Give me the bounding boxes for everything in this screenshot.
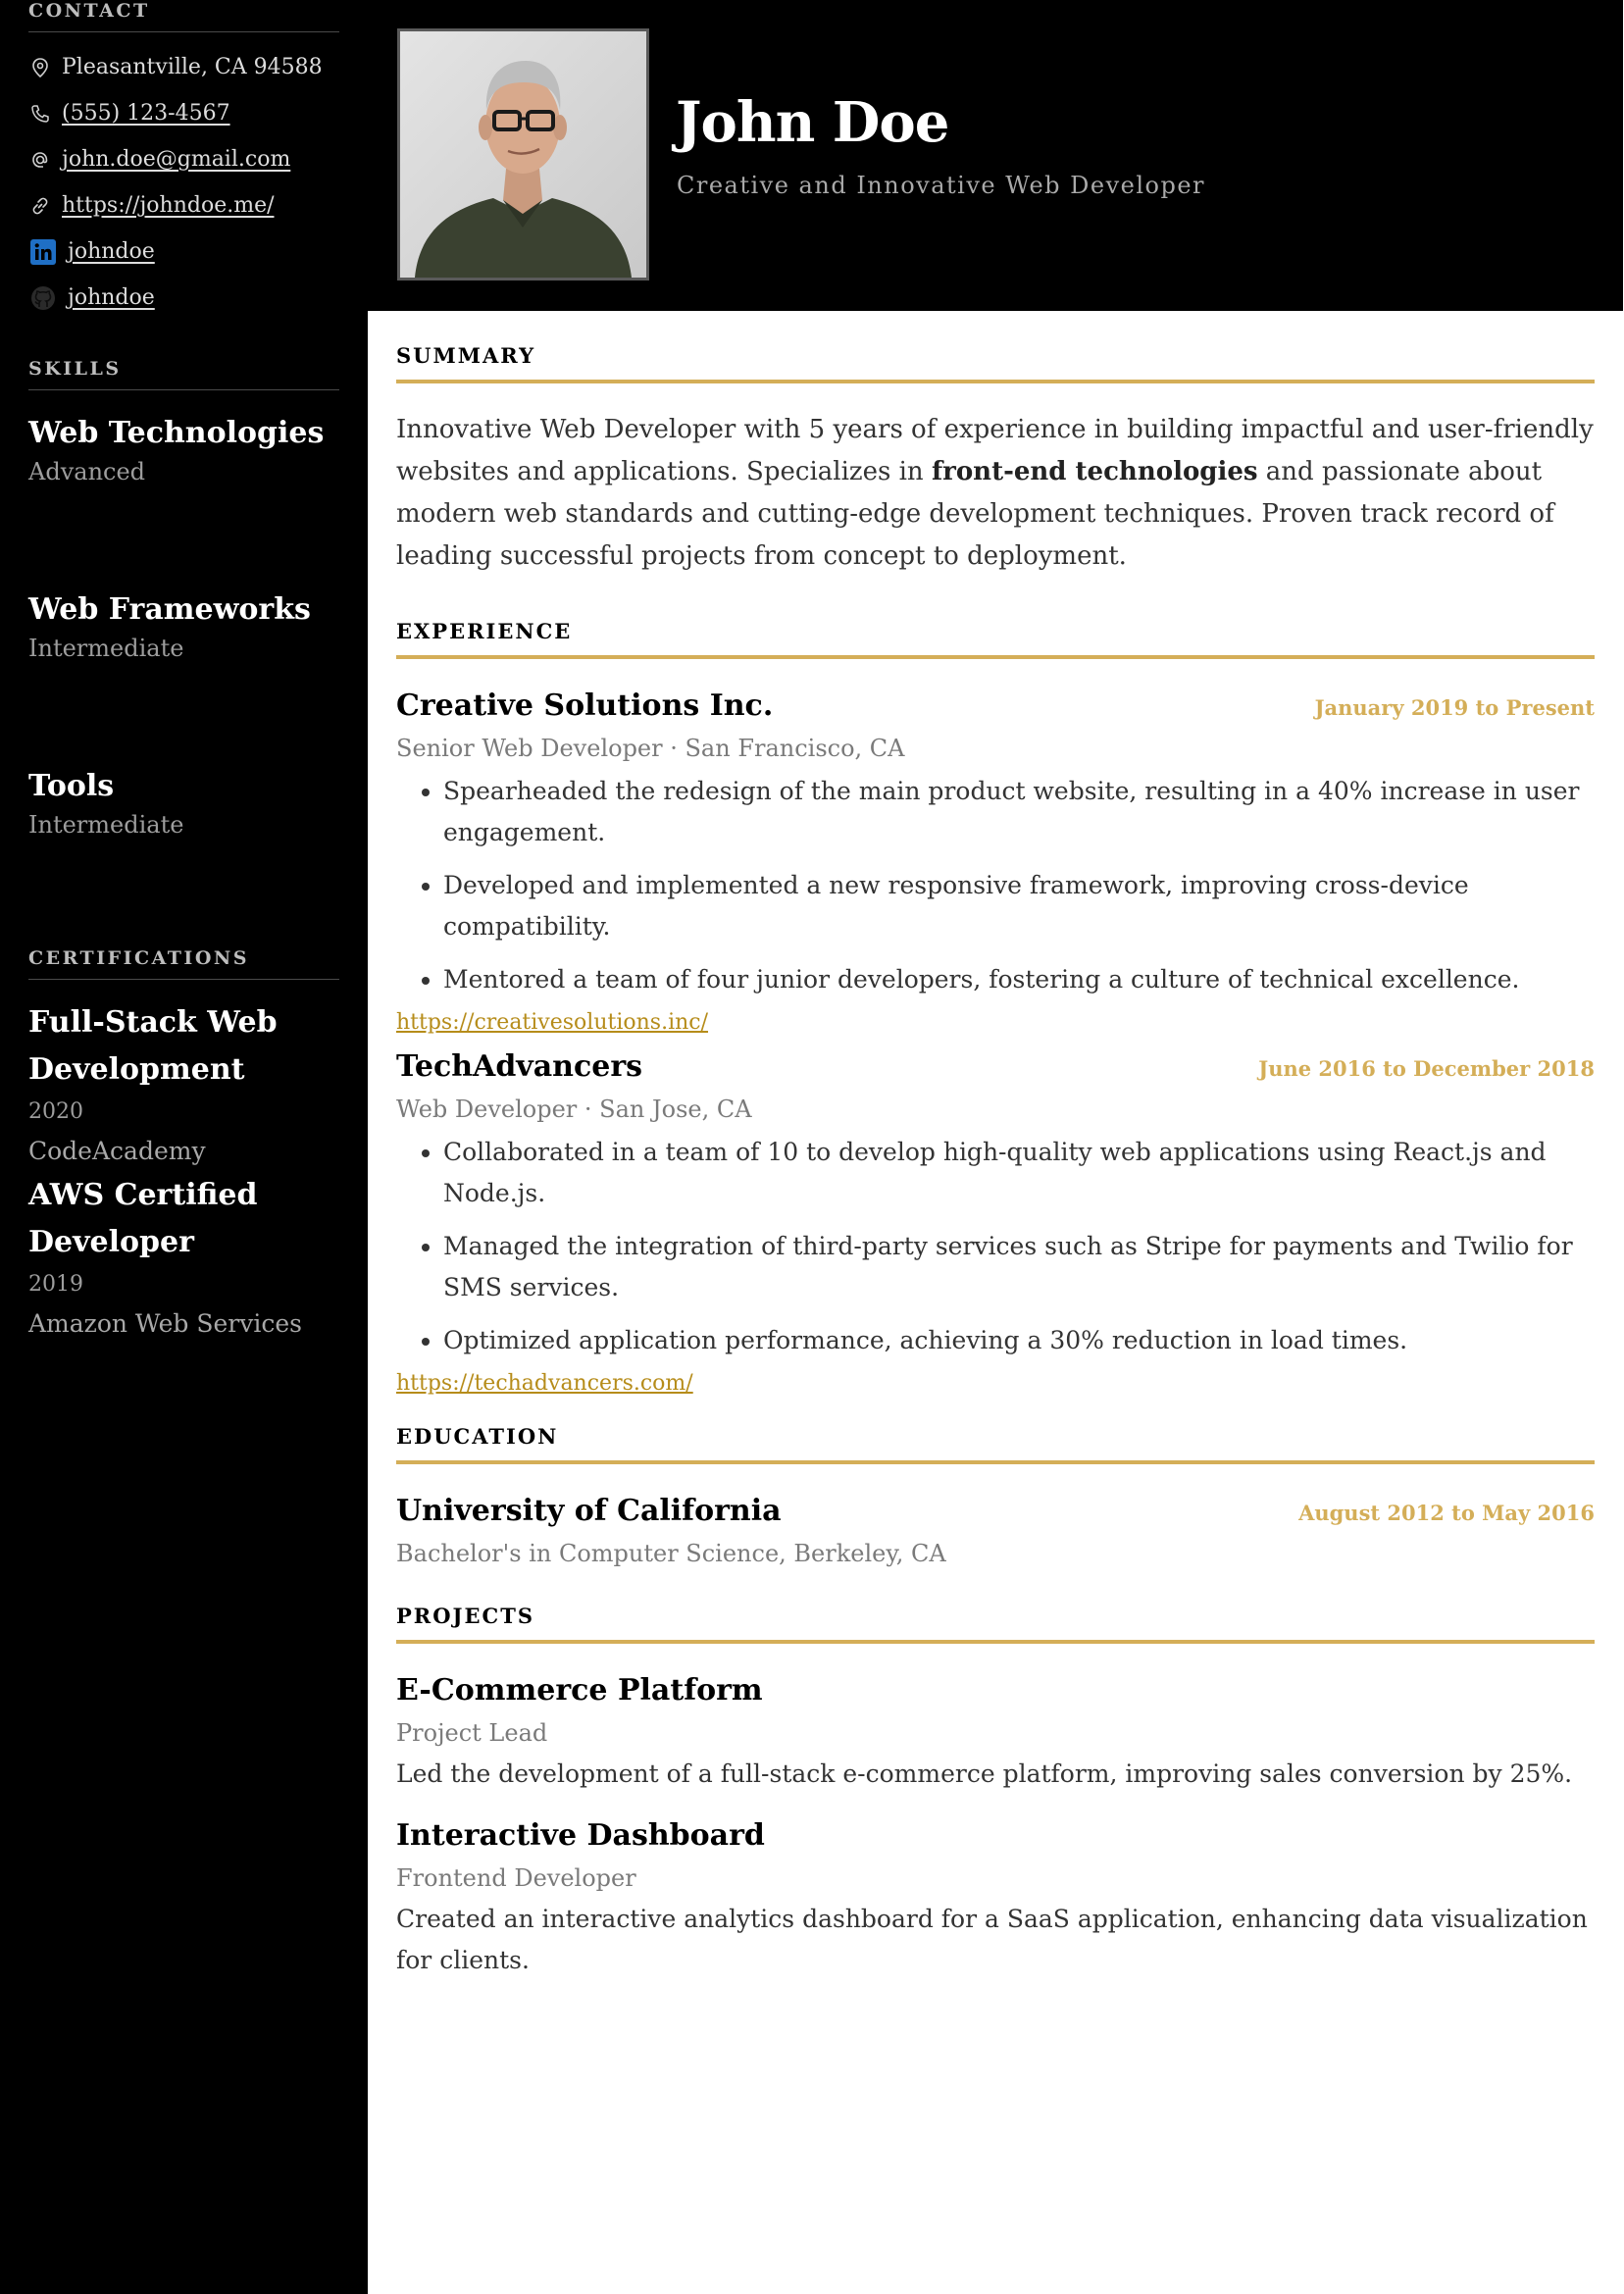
skill-name: Tools [28,769,115,803]
portrait-illustration [400,31,646,278]
school-name: University of California [396,1494,782,1528]
experience-heading: EXPERIENCE [396,619,1595,659]
project-role: Frontend Developer [396,1864,636,1892]
contact-item-email[interactable] [28,136,339,182]
project-name: Interactive Dashboard [396,1818,765,1853]
certifications-section [28,947,339,1345]
education-entry [396,1490,1595,1574]
main-content [396,311,1595,1981]
phone-icon [28,102,52,126]
linkedin-icon [28,240,58,264]
experience-section [396,619,1595,1399]
projects-section [396,1604,1595,1981]
email-link[interactable]: john.doe@gmail.com [62,147,291,172]
entry-header [396,1490,1595,1533]
achievement-item: • Spearheaded the redesign of the main product website, resulting in a 40% increase in user engagement. [443,771,1595,853]
github-link[interactable]: johndoe [68,285,155,310]
skills-heading: SKILLS [28,358,339,390]
certification-item [28,1172,339,1345]
date-range: August 2012 to May 2016 [1298,1501,1595,1525]
company-url[interactable]: https://techadvancers.com/ [396,1371,693,1396]
certification-name: Full-Stack Web Development [28,1005,278,1087]
entry-header [396,685,1595,728]
candidate-tagline: Creative and Innovative Web Developer [677,172,1206,199]
phone-link[interactable]: (555) 123-4567 [62,101,230,126]
achievement-list [396,1132,1595,1361]
skill-level: Advanced [28,458,146,485]
summary-text-part: and passionate about modern web standards and cutting-edge development techniques. Proven track record of leading successful projects from concept to deployment. [396,457,1554,571]
skill-name: Web Frameworks [28,592,311,627]
link-icon [28,194,52,218]
company-name: Creative Solutions Inc. [396,688,774,723]
website-link[interactable]: https://johndoe.me/ [62,193,275,218]
skill-name: Web Technologies [28,416,325,450]
certifications-heading: CERTIFICATIONS [28,947,339,980]
contact-item-location [28,44,339,90]
projects-heading: PROJECTS [396,1604,1595,1644]
date-range: June 2016 to December 2018 [1258,1056,1595,1081]
sidebar [0,0,368,2294]
skill-item [28,767,339,843]
project-entry [396,1814,1595,1981]
skills-section [28,358,339,843]
achievement-item: • Optimized application performance, achieving a 30% reduction in load times. [443,1320,1595,1361]
degree: Bachelor's in Computer Science, Berkeley, CA [396,1540,946,1567]
contact-location-text: Pleasantville, CA 94588 [62,55,323,79]
candidate-name: John Doe [676,90,949,155]
github-icon [28,286,58,310]
contact-heading: CONTACT [28,0,339,32]
contact-item-website[interactable] [28,182,339,229]
contact-section [28,0,339,321]
job-role: Senior Web Developer · San Francisco, CA [396,735,905,762]
certification-item [28,999,339,1172]
summary-section [396,343,1595,578]
skill-level: Intermediate [28,635,184,662]
contact-item-github[interactable] [28,275,339,321]
project-entry [396,1669,1595,1795]
education-heading: EDUCATION [396,1424,1595,1464]
summary-highlight: front-end technologies [931,457,1258,486]
certification-name: AWS Certified Developer [28,1178,258,1259]
company-name: TechAdvancers [396,1049,643,1084]
contact-item-phone[interactable] [28,90,339,136]
resume-header [368,0,1623,311]
achievement-item: • Collaborated in a team of 10 to develop high-quality web applications using React.js and Node.js. [443,1132,1595,1214]
profile-photo [397,28,649,280]
skill-item [28,414,339,490]
experience-entry [396,1045,1595,1399]
linkedin-link[interactable]: johndoe [68,239,155,264]
achievement-item: • Mentored a team of four junior developers, fostering a culture of technical excellence. [443,959,1595,1000]
job-role: Web Developer · San Jose, CA [396,1096,752,1123]
certification-year: 2020 [28,1099,83,1124]
contact-list [28,44,339,321]
achievement-item: • Developed and implemented a new responsive framework, improving cross-device compatibility. [443,865,1595,947]
entry-header [396,1045,1595,1089]
at-sign-icon [28,148,52,172]
education-section [396,1424,1595,1574]
date-range: January 2019 to Present [1314,695,1595,720]
certification-issuer: Amazon Web Services [28,1309,302,1338]
summary-text [396,409,1595,578]
project-description: Created an interactive analytics dashboard for a SaaS application, enhancing data visualization for clients. [396,1905,1588,1974]
project-description: Led the development of a full-stack e-commerce platform, improving sales conversion by 25%. [396,1759,1573,1788]
map-pin-icon [28,56,52,79]
certification-issuer: CodeAcademy [28,1137,206,1165]
summary-heading: SUMMARY [396,343,1595,383]
project-role: Project Lead [396,1719,548,1747]
achievement-list [396,771,1595,1000]
contact-item-linkedin[interactable] [28,229,339,275]
summary-text-part: Innovative Web Developer with 5 years of experience in building impactful and user-friendly websites and applications. Specializes in [396,415,1594,486]
skill-level: Intermediate [28,811,184,839]
achievement-item: • Managed the integration of third-party services such as Stripe for payments and Twilio for SMS services. [443,1226,1595,1308]
project-name: E-Commerce Platform [396,1673,763,1708]
certification-year: 2019 [28,1272,83,1297]
company-url[interactable]: https://creativesolutions.inc/ [396,1010,709,1035]
experience-entry [396,685,1595,1038]
skill-item [28,590,339,667]
